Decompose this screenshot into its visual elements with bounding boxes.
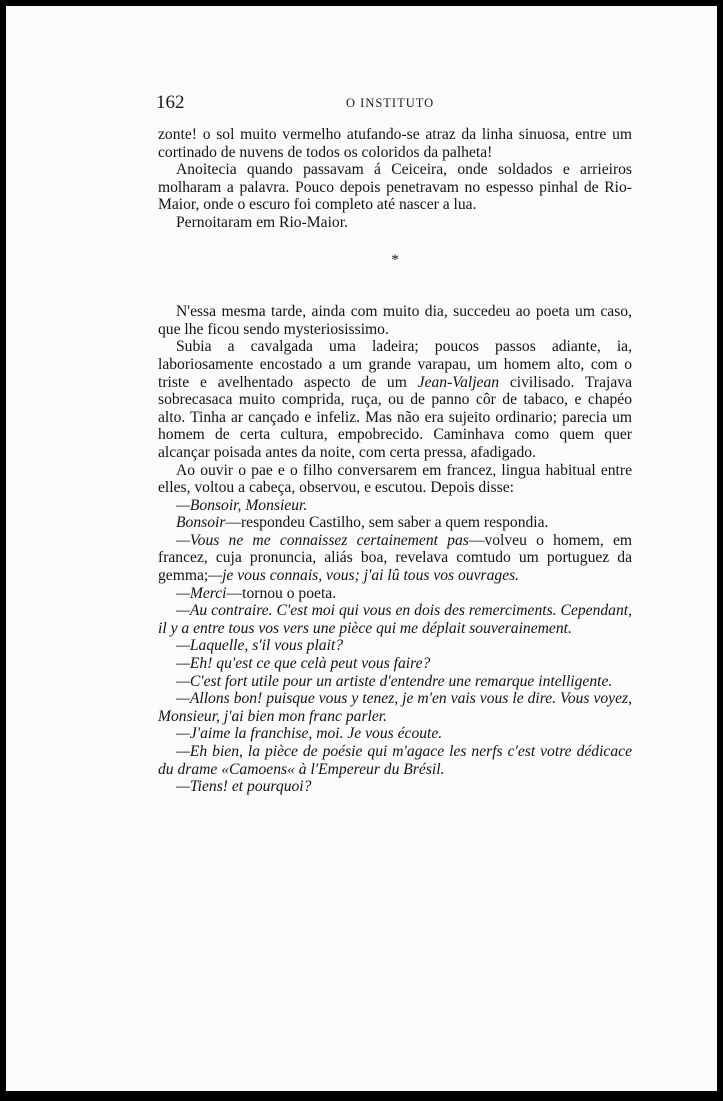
text-run: civilisado. Trajava sobrecasaca muito comprida, ruça, ou de panno côr de tabaco, e chapéo alto. Tinha ar cançado e infeliz. Mas não era sujeito ordinario; parecia um homem de certa cultura, empobrecido. Caminhava como quem quer alcançar poisada antes da noite, com certa pressa, afadigado. bbox=[158, 373, 632, 461]
dialogue-line: —Bonsoir, Monsieur. bbox=[176, 496, 308, 514]
dialogue-line: —Allons bon! puisque vous y tenez, je m'en vais vous le dire. Vous voyez, Monsieur, j'ai bien mon franc parler. bbox=[158, 690, 632, 725]
text-run: Subia a cavalgada uma ladeira; poucos passos adiante, ia, laboriosamente encostado a um grande varapau, um homem alto, com o triste e avelhentado aspecto de um bbox=[158, 338, 632, 391]
dialogue-line: —Tiens! et pourquoi? bbox=[176, 778, 312, 796]
paragraph-ceiceira: Anoitecia quando passavam á Ceiceira, onde soldados e arrieiros molharam a palavra. Pouco depois penetravam no espesso pinhal de Rio-Maior, onde o escuro foi completo até nascer a lua. bbox=[158, 161, 632, 214]
paragraph-ladeira bbox=[158, 338, 632, 461]
paragraph-caso: N'essa mesma tarde, ainda com muito dia, succedeu ao poeta um caso, que lhe ficou sendo mysteriosissimo. bbox=[158, 303, 632, 338]
dialogue-line: —Eh! qu'est ce que celà peut vous faire? bbox=[176, 655, 431, 673]
text-run: —tornou o poeta. bbox=[226, 584, 337, 602]
dialogue-line bbox=[158, 514, 632, 532]
text-run-italic: —Vous ne me connaissez certainement pas bbox=[176, 531, 469, 549]
dialogue-line: —Laquelle, s'il vous plait? bbox=[176, 637, 344, 655]
dialogue-line bbox=[158, 532, 632, 585]
text-run: —volveu o homem, em francez, cuja pronuncia, aliás boa, revelava comtudo um portuguez da gemma; bbox=[158, 531, 632, 585]
page-number: 162 bbox=[156, 92, 185, 113]
section-separator: * bbox=[391, 251, 399, 268]
dialogue-line: —Eh bien, la pièce de poésie qui m'agace les nerfs c'est votre dédicace du drame «Camoens« à l'Empereur du Brésil. bbox=[158, 743, 632, 778]
text-run-italic: Bonsoir bbox=[176, 514, 226, 532]
dialogue-line bbox=[158, 585, 632, 603]
dialogue-line: —Au contraire. C'est moi qui vous en dois des remerciments. Cependant, il y a entre tous vos vers une pièce qui me déplait souverainement. bbox=[158, 602, 632, 637]
book-page bbox=[6, 6, 717, 1091]
page-body bbox=[158, 126, 632, 796]
running-title: O INSTITUTO bbox=[346, 96, 435, 110]
paragraph-pernoitaram: Pernoitaram em Rio-Maior. bbox=[176, 213, 348, 231]
paragraph-continuation: zonte! o sol muito vermelho atufando-se atraz da linha sinuosa, entre um cortinado de nuvens de todos os coloridos da palheta! bbox=[158, 126, 632, 161]
text-run-italic: —je vous connais, vous; j'ai lû tous vos ouvrages. bbox=[208, 567, 520, 585]
text-run-italic: —Merci bbox=[176, 584, 227, 602]
text-run-italic: Jean-Valjean bbox=[417, 373, 500, 391]
dialogue-line: —J'aime la franchise, moi. Je vous écoute. bbox=[176, 725, 443, 743]
page-header bbox=[156, 92, 636, 116]
text-run: —respondeu Castilho, sem saber a quem respondia. bbox=[225, 514, 549, 532]
paragraph-ouvir: Ao ouvir o pae e o filho conversarem em francez, lingua habitual entre elles, voltou a cabeça, observou, e escutou. Depois disse: bbox=[158, 461, 632, 497]
dialogue-line: —C'est fort utile pour un artiste d'entendre une remarque intelligente. bbox=[176, 672, 613, 690]
